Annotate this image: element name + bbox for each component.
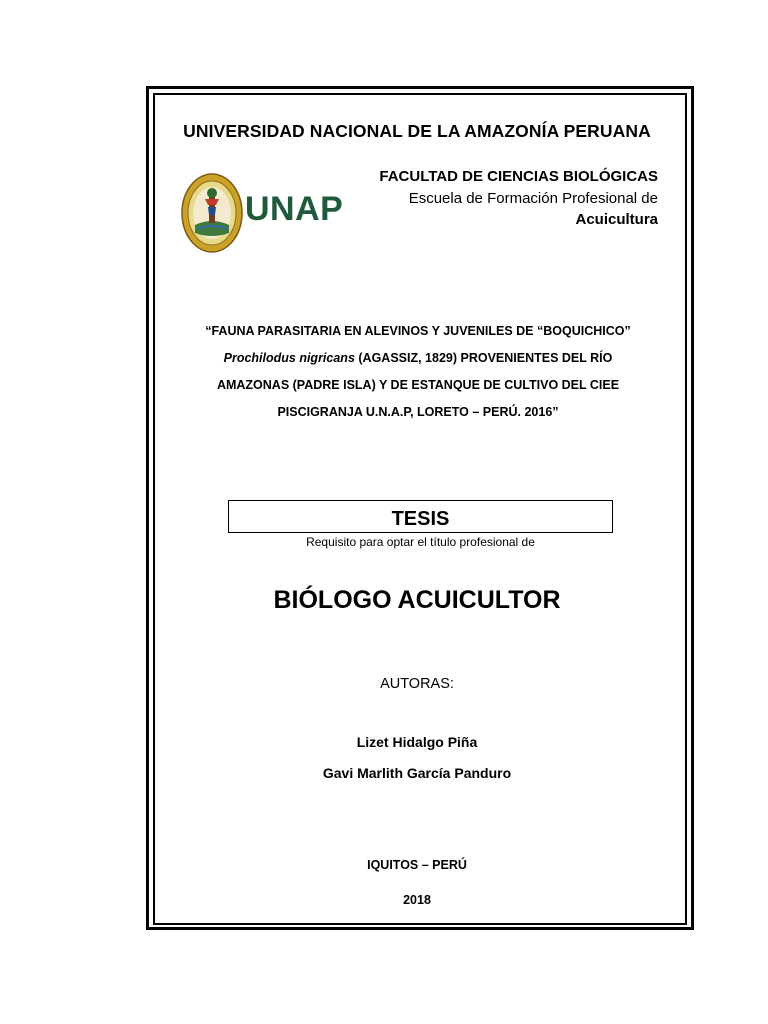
faculty-name: FACULTAD DE CIENCIAS BIOLÓGICAS [379,168,658,185]
requisite-text: Requisito para optar el título profesional de [306,535,535,549]
university-seal-icon [181,173,243,253]
year: 2018 [403,893,431,907]
thesis-title-line-4: PISCIGRANJA U.N.A.P, LORETO – PERÚ. 2016” [277,405,559,419]
thesis-title-line-2-rest: (AGASSIZ, 1829) PROVENIENTES DEL RÍO [354,351,613,365]
city-country: IQUITOS – PERÚ [367,858,467,872]
tesis-box [228,500,613,533]
specialty-name: Acuicultura [575,211,658,228]
author-name: Gavi Marlith García Panduro [322,765,512,781]
thesis-title-line-3: AMAZONAS (PADRE ISLA) Y DE ESTANQUE DE CULTIVO DEL CIEE [216,378,620,392]
degree-title: BIÓLOGO ACUICULTOR [273,586,561,614]
author-name: Lizet Hidalgo Piña [356,734,478,750]
thesis-title-line-2 [176,345,660,372]
university-name: UNIVERSIDAD NACIONAL DE LA AMAZONÍA PERUANA [183,121,651,141]
species-name: Prochilodus nigricans [223,351,355,365]
tesis-label: TESIS [391,508,450,530]
unap-logo-text: UNAP [245,190,344,228]
school-name: Escuela de Formación Profesional de [408,190,658,207]
authors-label: AUTORAS: [380,676,454,692]
thesis-title [176,318,660,426]
thesis-title-line-1: “FAUNA PARASITARIA EN ALEVINOS Y JUVENILES DE “BOQUICHICO” [205,324,631,338]
